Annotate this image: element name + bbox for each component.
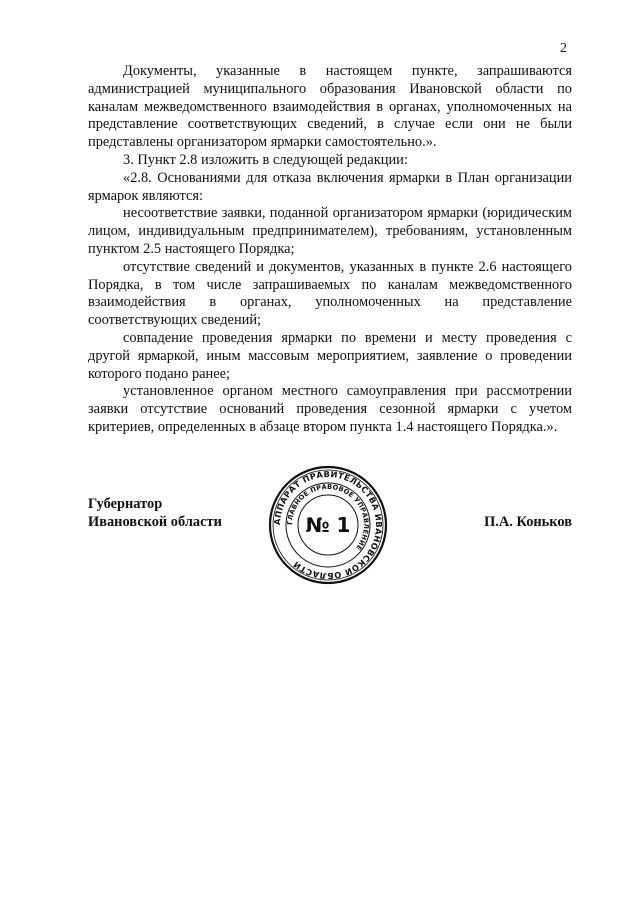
paragraph: несоответствие заявки, поданной организатором ярмарки (юридическим лицом, индивидуальным предпринимателем), требованиям, установленным пунктом 2.5 настоящего Порядка; [88,205,572,257]
page-number: 2 [560,41,567,56]
signatory-position [88,495,222,531]
signatory-name: П.А. Коньков [484,514,572,530]
signatory-title-line: Ивановской области [88,514,222,530]
stamp-number: № 1 [305,513,351,537]
paragraph: отсутствие сведений и документов, указанных в пункте 2.6 настоящего Порядка, в том числе запрашиваемых по каналам межведомственного взаимодействия в органах, уполномоченных на представление соответствующих сведений; [88,258,572,329]
paragraph: «2.8. Основаниями для отказа включения ярмарки в План организации ярмарок являются: [88,169,572,204]
stamp-inner-text: ГЛАВНОЕ ПРАВОВОЕ УПРАВЛЕНИЕ [285,482,371,552]
signatory-title-line: Губернатор [88,496,163,512]
document-body [88,63,572,437]
paragraph: Документы, указанные в настоящем пункте, запрашиваются администрацией муниципального образования Ивановской области по каналам межведомственного взаимодействия в органах, уполномоченных на представление соответствующих сведений, в случае если они не были представлены организатором ярмарки самостоятельно.». [88,63,572,151]
paragraph: установленное органом местного самоуправления при рассмотрении заявки отсутствие оснований проведения сезонной ярмарки с учетом критериев, определенных в абзаце втором пункта 1.4 настоящего Порядка.». [88,383,572,435]
paragraph: совпадение проведения ярмарки по времени и месту проведения с другой ярмаркой, иным массовым мероприятием, заявление о проведении которого подано ранее; [88,329,572,382]
stamp-outer-text: АППАРАТ ПРАВИТЕЛЬСТВА ИВАНОВСКОЙ ОБЛАСТИ [271,468,385,582]
official-stamp [267,464,389,586]
paragraph: 3. Пункт 2.8 изложить в следующей редакции: [123,151,408,168]
